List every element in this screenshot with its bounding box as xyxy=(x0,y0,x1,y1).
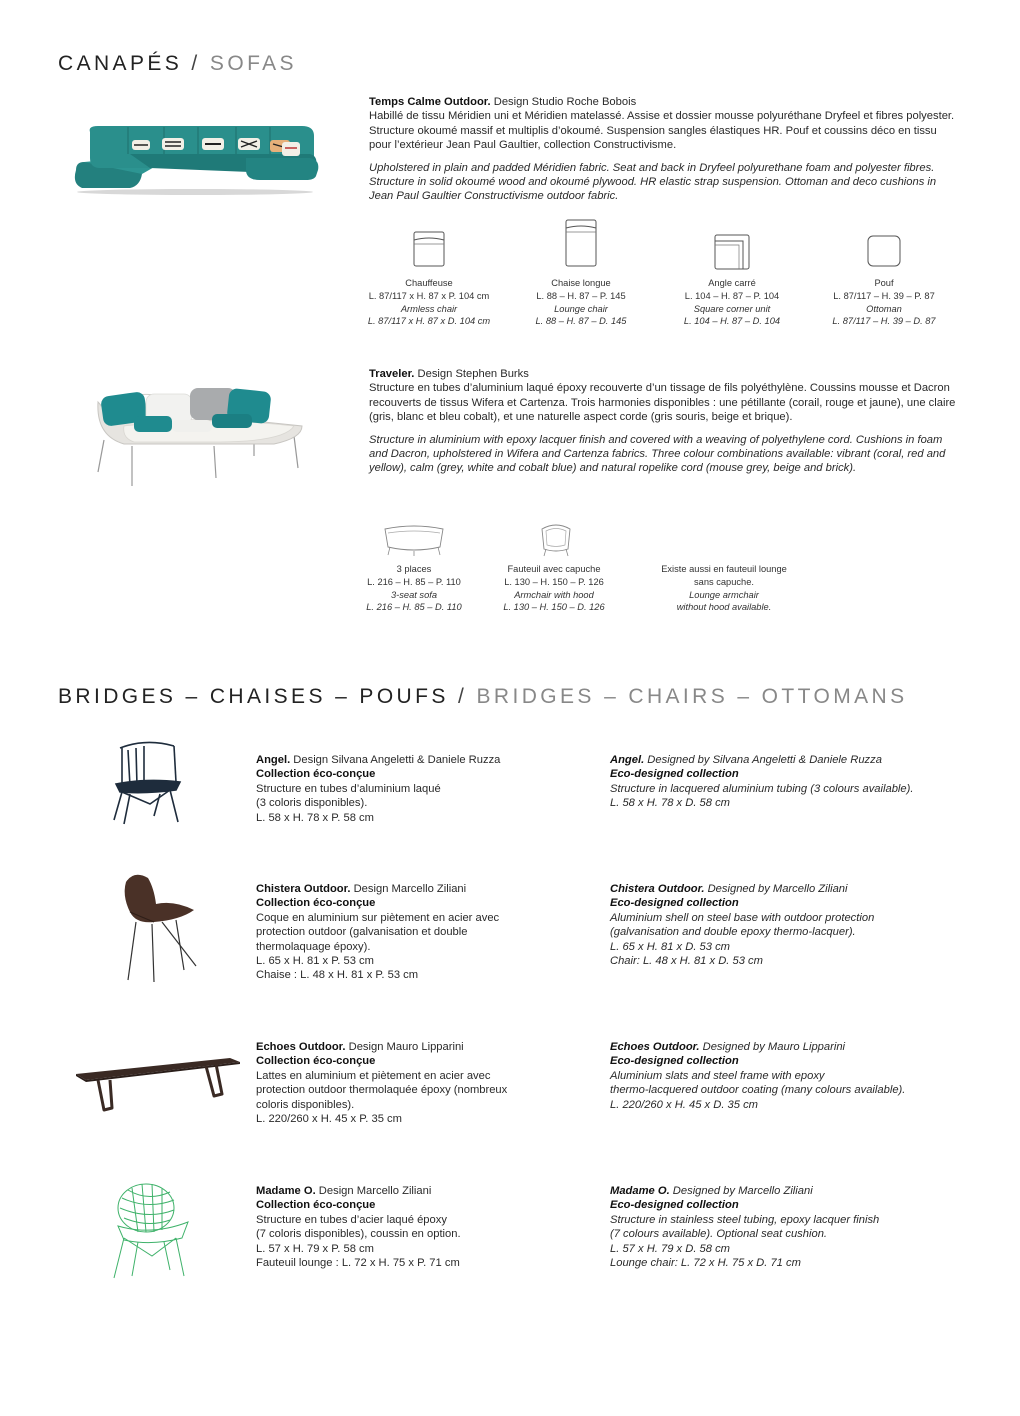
product-name: Chistera Outdoor. xyxy=(256,883,351,895)
echoes-description-en xyxy=(610,1040,970,1112)
collection-label: Eco-designed collection xyxy=(610,1055,739,1068)
desc-line: (3 coloris disponibles). xyxy=(256,797,368,810)
designer-credit: Design Silvana Angeletti & Daniele Ruzza xyxy=(290,754,501,766)
sofas-title-en: SOFAS xyxy=(209,52,297,75)
desc-line: Structure en tubes d’aluminium laqué xyxy=(256,782,441,795)
designer-credit: Design Mauro Lipparini xyxy=(345,1041,464,1053)
chistera-description-fr xyxy=(256,882,576,983)
product-name: Angel. xyxy=(610,754,645,766)
variant-name-fr: Chaise longue xyxy=(551,278,611,288)
madame-o-chair-image xyxy=(108,1180,200,1280)
designer-credit: Design Stephen Burks xyxy=(414,368,529,380)
madame-o-description-en xyxy=(610,1184,970,1270)
variant-name-en: Square corner unit xyxy=(693,303,771,314)
variant-hooded-armchair xyxy=(479,563,629,614)
desc-line: Chaise : L. 48 x H. 81 x P. 53 cm xyxy=(256,969,419,982)
collection-label: Eco-designed collection xyxy=(610,897,739,910)
desc-line: Coque en aluminium sur piètement en acier avec xyxy=(256,911,500,924)
variant-lounge-chair xyxy=(506,277,656,328)
variant-dims-en: L. 130 – H. 150 – D. 126 xyxy=(503,602,605,613)
collection-label: Eco-designed collection xyxy=(610,768,739,781)
lounge-chair-icon xyxy=(565,219,597,267)
desc-line: Fauteuil lounge : L. 72 x H. 75 x P. 71 cm xyxy=(256,1257,460,1270)
variant-name-fr: Existe aussi en fauteuil lounge xyxy=(661,564,787,574)
three-seat-sofa-icon xyxy=(382,523,446,557)
temps-calme-sofa-image xyxy=(70,118,320,196)
product-name: Angel. xyxy=(256,754,291,766)
variant-ottoman xyxy=(809,277,959,328)
variant-lounge-armchair-note xyxy=(644,563,804,614)
variant-dims-fr: L. 88 – H. 87 – P. 145 xyxy=(536,290,626,301)
variant-name-fr: Pouf xyxy=(874,278,894,288)
desc-line: coloris disponibles). xyxy=(256,1098,355,1111)
variant-dims-en: L. 216 – H. 85 – D. 110 xyxy=(366,602,462,613)
desc-line: (7 colours available). Optional seat cushion. xyxy=(610,1228,828,1241)
desc-line: protection outdoor thermolaquée époxy (nombreux xyxy=(256,1084,508,1097)
designer-credit: Designed by Silvana Angeletti & Daniele Ruzza xyxy=(644,754,882,766)
variant-dims-en: L. 104 – H. 87 – D. 104 xyxy=(683,316,781,327)
variant-dims-fr: L. 87/117 – H. 39 – P. 87 xyxy=(833,290,935,301)
desc-line: L. 58 x H. 78 x P. 58 cm xyxy=(256,811,374,824)
desc-line: Structure in stainless steel tubing, epoxy lacquer finish xyxy=(610,1213,880,1226)
sofas-title-fr: CANAPÉS xyxy=(58,52,183,75)
variant-corner-unit xyxy=(657,277,807,328)
description-en: Structure in aluminium with epoxy lacquer finish and covered with a weaving of polyethylene cord. Cushions in foam and Dacron, upholstered in Wifera and Cartenza fabrics. Three colour combinations available: vibrant (coral, red and yellow), calm (grey, white and cobalt blue) and natural ropelike cord (mouse grey, beige and brick). xyxy=(369,433,946,475)
desc-line: L. 57 x H. 79 x D. 58 cm xyxy=(610,1242,731,1255)
desc-line: thermo-lacquered outdoor coating (many colours available). xyxy=(610,1084,906,1097)
description-fr: Structure en tubes d’aluminium laqué époxy recouverte d’un tissage de fils polyéthylène. Coussins mousse et Dacron recouverts de tissus Wifera et Cartenza. Trois harmonies disponibles : une pétillante (corail, rouge et jaune), une claire (gris, blanc et bleu cobalt), et une naturelle aspect corde (gris souris, beige et brique). xyxy=(369,382,956,424)
collection-label: Collection éco-conçue xyxy=(256,768,376,781)
corner-unit-icon xyxy=(714,234,750,270)
title-separator: / xyxy=(191,52,201,75)
sofas-section-title xyxy=(58,52,297,76)
hooded-armchair-icon xyxy=(538,521,574,557)
variant-name-en: 3-seat sofa xyxy=(391,589,437,600)
designer-credit: Designed by Marcello Ziliani xyxy=(704,883,848,895)
echoes-bench-image xyxy=(74,1050,244,1114)
designer-credit: Designed by Mauro Lipparini xyxy=(699,1041,846,1053)
chairs-section-title xyxy=(58,685,908,709)
variant-armless-chair xyxy=(354,277,504,328)
desc-line: (7 coloris disponibles), coussin en option. xyxy=(256,1228,461,1241)
variant-dims-fr: L. 130 – H. 150 – P. 126 xyxy=(504,576,604,587)
echoes-description-fr xyxy=(256,1040,576,1126)
variant-dims-fr: L. 87/117 x H. 87 x P. 104 cm xyxy=(368,290,490,301)
traveler-sofa-image xyxy=(94,380,306,488)
variant-name-en: Armless chair xyxy=(400,303,458,314)
variant-name-en: Lounge armchair xyxy=(689,589,759,600)
angel-description-en xyxy=(610,753,970,811)
ottoman-icon xyxy=(867,235,901,267)
desc-line: L. 65 x H. 81 x P. 53 cm xyxy=(256,955,374,968)
desc-line: Structure en tubes d’acier laqué époxy xyxy=(256,1213,447,1226)
chistera-chair-image xyxy=(114,872,204,984)
desc-line: L. 57 x H. 79 x P. 58 cm xyxy=(256,1242,374,1255)
desc-line: thermolaquage époxy). xyxy=(256,940,371,953)
variant-dims-en: L. 88 – H. 87 – D. 145 xyxy=(535,316,627,327)
variant-name-fr: Angle carré xyxy=(708,278,756,288)
description-fr: Habillé de tissu Méridien uni et Méridien matelassé. Assise et dossier mousse polyuréthane Dryfeel et fibres polyester. Structure okoumé massif et multiplis d’okoumé. Suspension sangles élastiques HR. Pouf et coussins déco en tissu pour l’extérieur Jean Paul Gaultier, collection Constructivisme. xyxy=(369,110,955,152)
desc-line: protection outdoor (galvanisation et double xyxy=(256,926,468,939)
product-name: Chistera Outdoor. xyxy=(610,883,705,895)
variant-name-fr: Chauffeuse xyxy=(405,278,453,288)
angel-chair-image xyxy=(110,738,186,828)
desc-line: L. 58 x H. 78 x D. 58 cm xyxy=(610,797,731,810)
traveler-description xyxy=(369,367,959,476)
collection-label: Eco-designed collection xyxy=(610,1199,739,1212)
product-name: Madame O. xyxy=(610,1185,670,1197)
collection-label: Collection éco-conçue xyxy=(256,1199,376,1212)
desc-line: Aluminium slats and steel frame with epoxy xyxy=(610,1069,825,1082)
description-en: Upholstered in plain and padded Méridien fabric. Seat and back in Dryfeel polyurethane foam and polyester fibres. Structure in solid okoumé wood and okoumé plywood. HR elastic strap suspension. Ottoman and deco cushions in Jean Paul Gaultier Constructivisme outdoor fabric. xyxy=(369,161,937,203)
variant-name-en: Ottoman xyxy=(866,303,902,314)
product-name: Madame O. xyxy=(256,1185,316,1197)
collection-label: Collection éco-conçue xyxy=(256,897,376,910)
variant-name-fr: Fauteuil avec capuche xyxy=(507,564,601,574)
desc-line: L. 65 x H. 81 x D. 53 cm xyxy=(610,940,731,953)
collection-label: Collection éco-conçue xyxy=(256,1055,376,1068)
desc-line: L. 220/260 x H. 45 x P. 35 cm xyxy=(256,1113,402,1126)
desc-line: Chair: L. 48 x H. 81 x D. 53 cm xyxy=(610,955,763,968)
desc-line: L. 220/260 x H. 45 x D. 35 cm xyxy=(610,1098,758,1111)
desc-line: (galvanisation and double epoxy thermo-lacquer). xyxy=(610,926,856,939)
desc-line: Lattes en aluminium et piètement en acier avec xyxy=(256,1069,491,1082)
chistera-description-en xyxy=(610,882,970,968)
madame-o-description-fr xyxy=(256,1184,576,1270)
designer-credit: Design Marcello Ziliani xyxy=(350,883,467,895)
product-name: Echoes Outdoor. xyxy=(610,1041,700,1053)
product-name: Echoes Outdoor. xyxy=(256,1041,346,1053)
designer-credit: Design Marcello Ziliani xyxy=(315,1185,432,1197)
designer-credit: Designed by Marcello Ziliani xyxy=(669,1185,813,1197)
variant-name-en: Armchair with hood xyxy=(514,589,594,600)
variant-name-en: Lounge chair xyxy=(554,303,608,314)
product-name: Traveler. xyxy=(369,368,415,380)
designer-credit: Design Studio Roche Bobois xyxy=(490,96,637,108)
desc-line: Aluminium shell on steel base with outdoor protection xyxy=(610,911,875,924)
chairs-title-en: BRIDGES – CHAIRS – OTTOMANS xyxy=(476,685,908,708)
variant-three-seat-sofa xyxy=(339,563,489,614)
product-name: Temps Calme Outdoor. xyxy=(369,96,491,108)
chairs-title-fr: BRIDGES – CHAISES – POUFS xyxy=(58,685,449,708)
variant-dims-fr: sans capuche. xyxy=(694,576,754,587)
variant-dims-en: without hood available. xyxy=(676,602,772,613)
desc-line: Structure in lacquered aluminium tubing (3 colours available). xyxy=(610,782,914,795)
armless-chair-icon xyxy=(413,231,445,267)
variant-dims-en: L. 87/117 – H. 39 – D. 87 xyxy=(832,316,936,327)
variant-dims-en: L. 87/117 x H. 87 x D. 104 cm xyxy=(367,316,491,327)
variant-name-fr: 3 places xyxy=(396,564,432,574)
variant-dims-fr: L. 216 – H. 85 – P. 110 xyxy=(367,576,461,587)
title-separator: / xyxy=(458,685,468,708)
desc-line: Lounge chair: L. 72 x H. 75 x D. 71 cm xyxy=(610,1257,801,1270)
temps-calme-description xyxy=(369,95,959,204)
angel-description-fr xyxy=(256,753,576,825)
variant-dims-fr: L. 104 – H. 87 – P. 104 xyxy=(684,290,780,301)
